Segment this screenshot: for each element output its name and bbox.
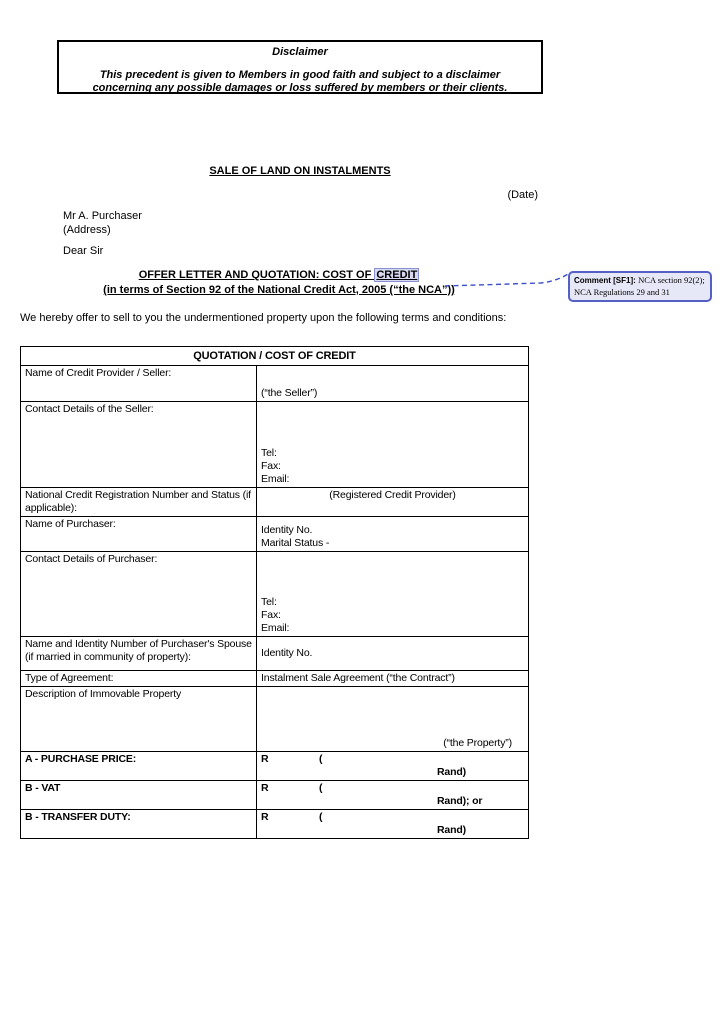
- purchase-price-rand: Rand): [437, 766, 466, 778]
- row-seller-name: [21, 366, 529, 402]
- agreement-label: Type of Agreement:: [21, 671, 257, 687]
- transfer-duty-field[interactable]: [257, 810, 529, 839]
- seller-contact-field[interactable]: [257, 402, 529, 488]
- ncr-value: (Registered Credit Provider): [257, 488, 529, 517]
- salutation: Dear Sir: [63, 245, 104, 257]
- row-agreement: [21, 671, 529, 687]
- comment-balloon[interactable]: [568, 271, 712, 302]
- vat-rand: Rand); or: [437, 795, 483, 807]
- currency-symbol: R: [261, 782, 269, 794]
- offer-heading-line2: (in terms of Section 92 of the National Credit Act, 2005 (“the NCA”)): [103, 284, 455, 296]
- row-seller-contact: [21, 402, 529, 488]
- disclaimer-box: [57, 40, 543, 94]
- table-header: QUOTATION / COST OF CREDIT: [21, 347, 529, 366]
- comment-label: Comment [SF1]:: [574, 276, 636, 285]
- document-title: SALE OF LAND ON INSTALMENTS: [209, 165, 391, 177]
- purchaser-contact-field[interactable]: [257, 552, 529, 637]
- transfer-duty-label: B - TRANSFER DUTY:: [21, 810, 257, 839]
- purchaser-identity-label: Identity No.: [261, 524, 313, 536]
- row-spouse: [21, 637, 529, 671]
- row-ncr: [21, 488, 529, 517]
- comment-text: NCA section 92(2); NCA Regulations 29 and 31: [574, 275, 705, 297]
- seller-fax-label: Fax:: [261, 460, 281, 472]
- vat-label: B - VAT: [21, 781, 257, 810]
- row-vat: [21, 781, 529, 810]
- open-paren: (: [319, 753, 323, 765]
- seller-name-label: Name of Credit Provider / Seller:: [21, 366, 257, 402]
- date-placeholder: (Date): [507, 189, 538, 201]
- open-paren: (: [319, 782, 323, 794]
- purchaser-tel-label: Tel:: [261, 596, 277, 608]
- purchaser-email-label: Email:: [261, 622, 290, 634]
- purchase-price-label: A - PURCHASE PRICE:: [21, 752, 257, 781]
- open-paren: (: [319, 811, 323, 823]
- disclaimer-text: This precedent is given to Members in good faith and subject to a disclaimer concerning any possible damages or loss suffered by members or their clients.: [92, 69, 508, 94]
- offer-heading-text: OFFER LETTER AND QUOTATION: COST OF: [138, 269, 375, 281]
- seller-designation: (“the Seller”): [261, 387, 318, 399]
- spouse-field[interactable]: [257, 637, 529, 671]
- spouse-label: Name and Identity Number of Purchaser's Spouse (if married in community of property):: [21, 637, 257, 671]
- seller-tel-label: Tel:: [261, 447, 277, 459]
- transfer-duty-rand: Rand): [437, 824, 466, 836]
- row-transfer-duty: [21, 810, 529, 839]
- vat-field[interactable]: [257, 781, 529, 810]
- row-purchaser-contact: [21, 552, 529, 637]
- recipient-address: (Address): [63, 223, 111, 236]
- ncr-label: National Credit Registration Number and Status (if applicable):: [21, 488, 257, 517]
- intro-paragraph: We hereby offer to sell to you the undermentioned property upon the following terms and conditions:: [20, 312, 507, 324]
- currency-symbol: R: [261, 753, 269, 765]
- seller-contact-label: Contact Details of the Seller:: [21, 402, 257, 488]
- vat-line1: [261, 782, 524, 795]
- property-field[interactable]: [257, 687, 529, 752]
- currency-symbol: R: [261, 811, 269, 823]
- purchaser-name-field[interactable]: [257, 517, 529, 552]
- property-label: Description of Immovable Property: [21, 687, 257, 752]
- row-purchaser-name: [21, 517, 529, 552]
- row-purchase-price: [21, 752, 529, 781]
- table-header-row: [21, 347, 529, 366]
- quotation-table: [20, 346, 529, 839]
- comment-connector-line: [443, 272, 571, 290]
- purchaser-contact-label: Contact Details of Purchaser:: [21, 552, 257, 637]
- purchase-price-line1: [261, 753, 524, 766]
- spouse-identity-label: Identity No.: [261, 647, 313, 659]
- purchaser-fax-label: Fax:: [261, 609, 281, 621]
- purchase-price-field[interactable]: [257, 752, 529, 781]
- purchaser-name-label: Name of Purchaser:: [21, 517, 257, 552]
- recipient-name: Mr A. Purchaser: [63, 210, 142, 222]
- agreement-value: Instalment Sale Agreement (“the Contract”): [257, 671, 529, 687]
- disclaimer-title: Disclaimer: [272, 46, 328, 58]
- transfer-duty-line1: [261, 811, 524, 824]
- recipient-block: [63, 210, 142, 237]
- seller-email-label: Email:: [261, 473, 290, 485]
- property-designation: (“the Property”): [443, 737, 512, 749]
- seller-name-field[interactable]: [257, 366, 529, 402]
- row-property: [21, 687, 529, 752]
- purchaser-marital-label: Marital Status -: [261, 537, 330, 549]
- comment-anchor-highlight[interactable]: CREDIT: [376, 269, 418, 281]
